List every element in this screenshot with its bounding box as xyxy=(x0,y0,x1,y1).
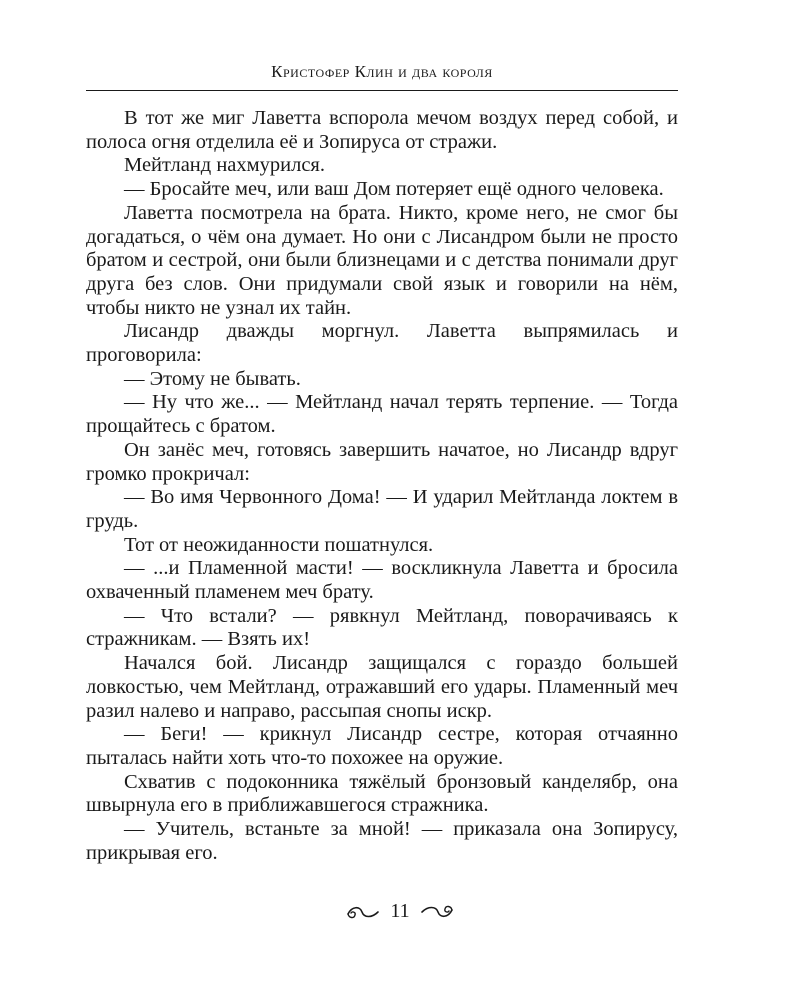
paragraph: — Беги! — крикнул Лисандр сестре, которая отчаянно пыталась найти хоть что-то похожее на оружие. xyxy=(86,723,678,769)
paragraph: — Учитель, встаньте за мной! — приказала она Зопирусу, прикрывая его. xyxy=(86,818,678,864)
paragraph: Схватив с подоконника тяжёлый бронзовый канделябр, она швырнула его в приближавшегося стражника. xyxy=(86,770,678,817)
page-number: 11 xyxy=(390,900,410,922)
paragraph: Он занёс меч, готовясь завершить начатое, но Лисандр вдруг громко прокричал: xyxy=(86,438,678,485)
header-rule xyxy=(86,90,678,91)
paragraph: Лаветта посмотрела на брата. Никто, кроме него, не смог бы догадаться, о чём она думает. Но они с Лисандром были не просто братом и сестрой, они были близнецами и с детства понимали друг друга без слов. Они придумали свой язык и говорили на нём, чтобы никто не узнал их тайн. xyxy=(86,201,678,319)
paragraph: Лисандр дважды моргнул. Лаветта выпрямилась и проговорила: xyxy=(86,320,678,367)
paragraph: — Бросайте меч, или ваш Дом потеряет ещё одного человека. xyxy=(124,178,664,201)
paragraph: — ...и Пламенной масти! — воскликнула Лаветта и бросила охваченный пламенем меч брату. xyxy=(86,557,678,604)
scroll-flourish-right-icon xyxy=(420,902,454,922)
paragraph: — Ну что же... — Мейтланд начал терять терпение. — Тогда прощайтесь с братом. xyxy=(86,391,678,438)
paragraph: — Что встали? — рявкнул Мейтланд, поворачиваясь к стражникам. — Взять их! xyxy=(86,604,678,651)
paragraph: В тот же миг Лаветта вспорола мечом воздух перед собой, и полоса огня отделила её и Зопируса от стражи. xyxy=(86,107,678,153)
body-text xyxy=(86,107,678,866)
paragraph: Начался бой. Лисандр защищался с гораздо большей ловкостью, чем Мейтланд, отражавший его удары. Пламенный меч разил налево и направо, рассыпая снопы искр. xyxy=(86,652,678,722)
paragraph: — Этому не бывать. xyxy=(124,367,301,390)
scroll-flourish-left-icon xyxy=(346,902,380,922)
paragraph: Тот от неожиданности пошатнулся. xyxy=(124,533,434,556)
paragraph: Мейтланд нахмурился. xyxy=(124,154,325,177)
running-title: Кристофер Клин и два короля xyxy=(271,62,493,81)
page-footer xyxy=(0,900,800,923)
paragraph: — Во имя Червонного Дома! — И ударил Мейтланда локтем в грудь. xyxy=(86,486,678,532)
